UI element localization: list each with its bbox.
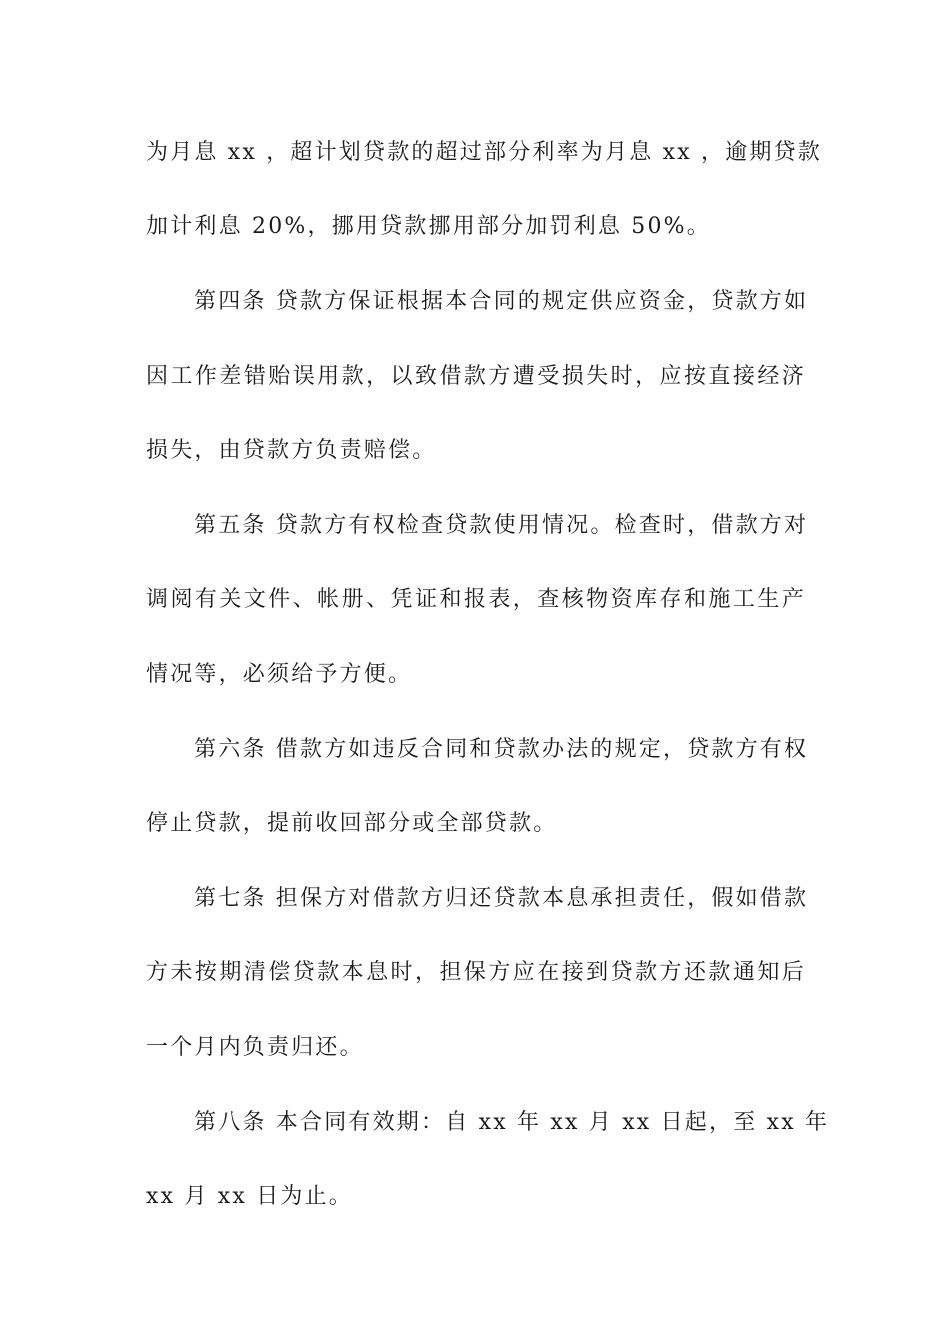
article-8-heading-line: 第八条 本合同有效期：自 xx 年 xx 月 xx 日起，至 xx 年 — [194, 1110, 830, 1135]
text-line: 情况等，必须给予方便。 — [146, 662, 413, 687]
text-line: 损失，由贷款方负责赔偿。 — [146, 438, 437, 463]
article-5-heading-line: 第五条 贷款方有权检查贷款使用情况。检查时，借款方对 — [194, 513, 809, 538]
text-line: 一个月内负责归还。 — [146, 1035, 364, 1060]
text-line: 调阅有关文件、帐册、凭证和报表，查核物资库存和施工生产 — [146, 587, 806, 612]
text-line: 方未按期清偿贷款本息时，担保方应在接到贷款方还款通知后 — [146, 960, 806, 985]
text-line: 加计利息 20%，挪用贷款挪用部分加罚利息 50%。 — [146, 214, 711, 239]
article-4-heading-line: 第四条 贷款方保证根据本合同的规定供应资金，贷款方如 — [194, 289, 809, 314]
text-line: 为月息 xx ，超计划贷款的超过部分利率为月息 xx ，逾期贷款 — [146, 140, 823, 165]
text-line: 因工作差错贻误用款，以致借款方遭受损失时，应按直接经济 — [146, 364, 806, 389]
text-line: xx 月 xx 日为止。 — [146, 1184, 354, 1209]
article-6-heading-line: 第六条 借款方如违反合同和贷款办法的规定，贷款方有权 — [194, 737, 809, 762]
text-line: 停止贷款，提前收回部分或全部贷款。 — [146, 811, 558, 836]
article-7-heading-line: 第七条 担保方对借款方归还贷款本息承担责任，假如借款 — [194, 886, 809, 911]
